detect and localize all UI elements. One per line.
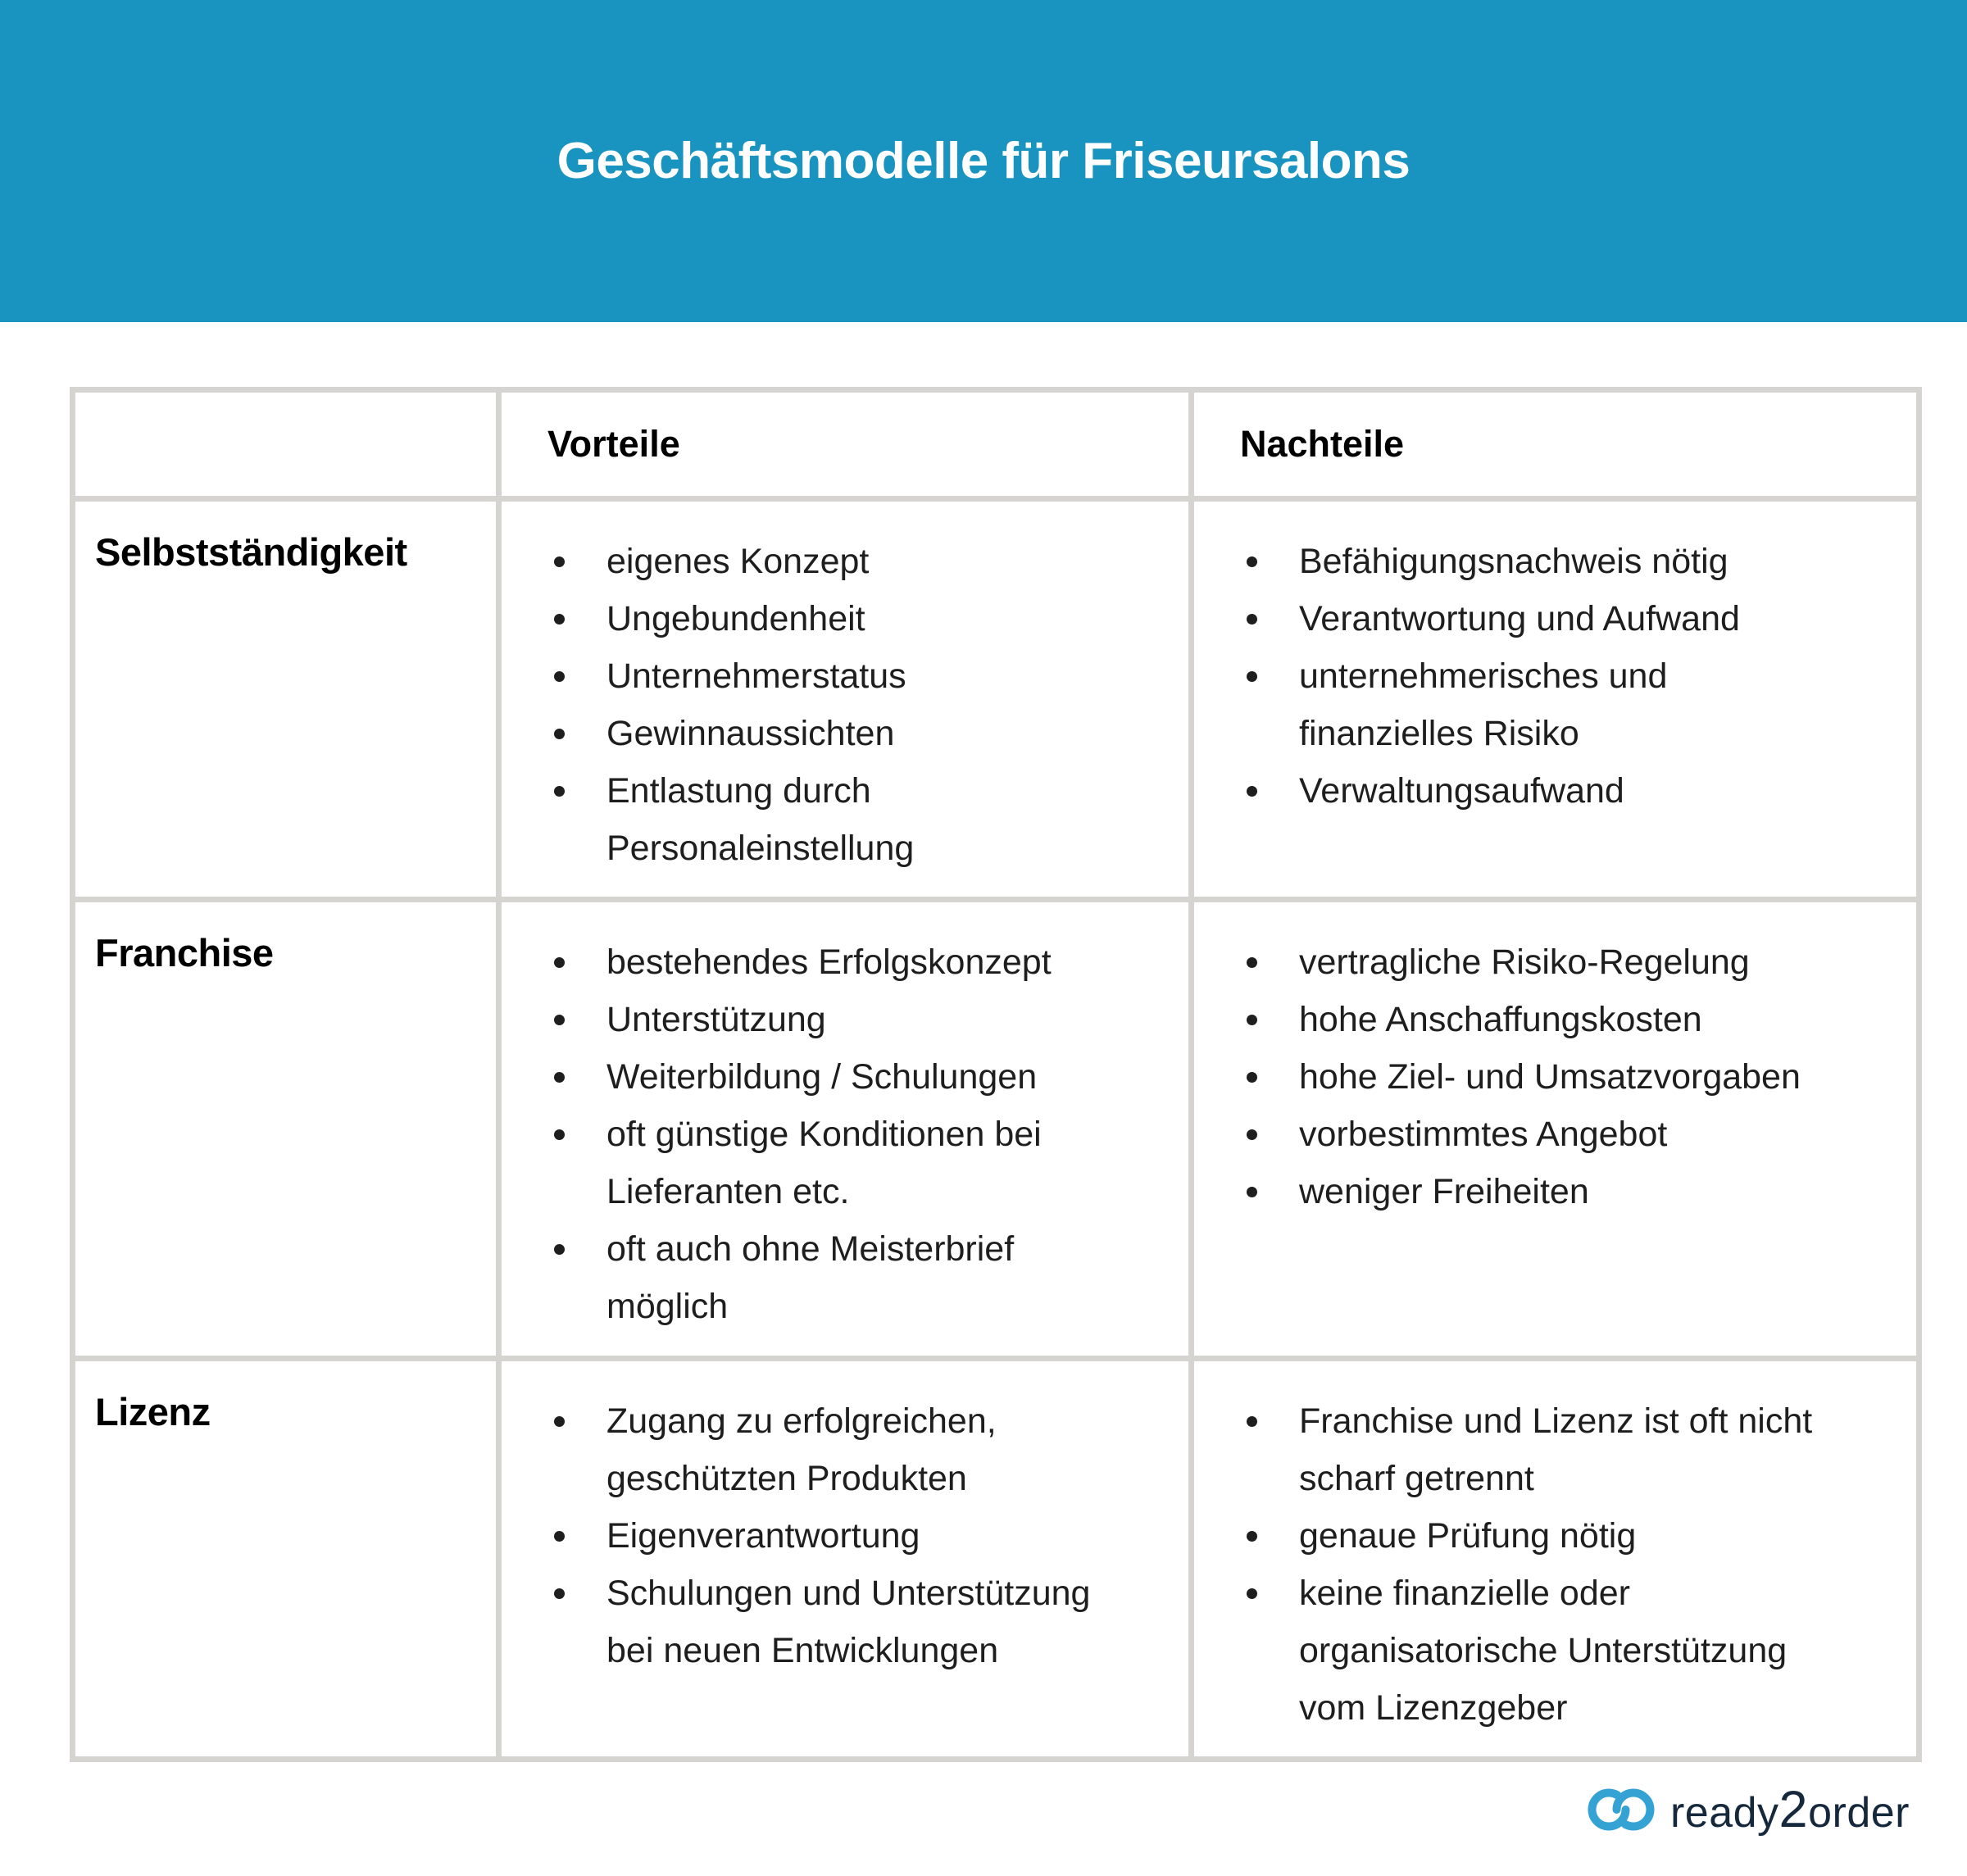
- bullet-text: Verantwortung und Aufwand: [1299, 599, 1740, 638]
- bullet-text: Zugang zu erfolgreichen, geschützten Produkten: [606, 1401, 997, 1498]
- bullet-dot-icon: [554, 556, 565, 567]
- header-row: [73, 390, 1919, 499]
- bullet-text: Weiterbildung / Schulungen: [606, 1057, 1038, 1097]
- bullet-dot-icon: [554, 1531, 565, 1542]
- bullet-item: [1240, 933, 1842, 991]
- vorteile-list: [547, 533, 1123, 877]
- lizenz-vorteile-cell: [499, 1359, 1192, 1760]
- bullet-item: [547, 533, 1123, 590]
- bullet-text: bestehendes Erfolgskonzept: [606, 943, 1052, 982]
- logo-text-order: order: [1808, 1789, 1910, 1837]
- bullet-text: Ungebundenheit: [606, 599, 865, 638]
- bullet-item: [1240, 1163, 1842, 1220]
- comparison-table-container: [70, 387, 1916, 1762]
- bullet-text: unternehmerisches und finanzielles Risiko: [1299, 656, 1668, 753]
- bullet-item: [547, 705, 1123, 762]
- bullet-text: Schulungen und Unterstützung bei neuen Entwicklungen: [606, 1574, 1091, 1670]
- bullet-text: vorbestimmtes Angebot: [1299, 1115, 1668, 1154]
- column-header-nachteile: Nachteile: [1192, 390, 1919, 499]
- bullet-item: [1240, 1106, 1842, 1163]
- bullet-dot-icon: [554, 729, 565, 739]
- bullet-dot-icon: [1247, 786, 1257, 797]
- bullet-text: vertragliche Risiko-Regelung: [1299, 943, 1750, 982]
- vorteile-list: [547, 1392, 1123, 1679]
- column-header-blank: [73, 390, 499, 499]
- ready2order-logo-text: [1670, 1780, 1910, 1839]
- bullet-text: genaue Prüfung nötig: [1299, 1516, 1637, 1556]
- bullet-dot-icon: [554, 1416, 565, 1427]
- bullet-item: [1240, 647, 1842, 762]
- bullet-dot-icon: [554, 614, 565, 625]
- comparison-table: [70, 387, 1922, 1762]
- bullet-item: [1240, 1565, 1842, 1737]
- selbststaendigkeit-nachteile-cell: [1192, 499, 1919, 900]
- nachteile-list: [1240, 933, 1842, 1220]
- bullet-item: [547, 590, 1123, 647]
- bullet-text: Befähigungsnachweis nötig: [1299, 542, 1729, 581]
- bullet-item: [547, 933, 1123, 991]
- column-header-vorteile: Vorteile: [499, 390, 1192, 499]
- bullet-item: [547, 762, 1123, 877]
- row-label-selbststaendigkeit: Selbstständigkeit: [73, 499, 499, 900]
- bullet-dot-icon: [1247, 1416, 1257, 1427]
- nachteile-list: [1240, 1392, 1842, 1737]
- bullet-text: eigenes Konzept: [606, 542, 870, 581]
- bullet-dot-icon: [1247, 671, 1257, 682]
- bullet-dot-icon: [1247, 1072, 1257, 1083]
- bullet-dot-icon: [1247, 1187, 1257, 1197]
- bullet-dot-icon: [554, 671, 565, 682]
- franchise-nachteile-cell: [1192, 900, 1919, 1359]
- bullet-dot-icon: [554, 1129, 565, 1140]
- logo-text-2: 2: [1778, 1781, 1809, 1838]
- bullet-dot-icon: [554, 1015, 565, 1025]
- selbststaendigkeit-vorteile-cell: [499, 499, 1192, 900]
- bullet-item: [1240, 762, 1842, 820]
- bullet-item: [1240, 1392, 1842, 1507]
- row-label-lizenz: Lizenz: [73, 1359, 499, 1760]
- bullet-item: [547, 1507, 1123, 1565]
- bullet-item: [1240, 991, 1842, 1048]
- bullet-text: keine finanzielle oder organisatorische Unterstützung vom Lizenzgeber: [1299, 1574, 1788, 1728]
- header-banner: [0, 0, 1967, 322]
- bullet-text: hohe Ziel- und Umsatzvorgaben: [1299, 1057, 1801, 1097]
- bullet-dot-icon: [554, 1244, 565, 1255]
- bullet-dot-icon: [554, 957, 565, 968]
- table-row-franchise: [73, 900, 1919, 1359]
- bullet-item: [547, 1392, 1123, 1507]
- bullet-dot-icon: [554, 1072, 565, 1083]
- bullet-item: [1240, 1048, 1842, 1106]
- bullet-item: [547, 1106, 1123, 1220]
- bullet-item: [547, 1048, 1123, 1106]
- bullet-text: Entlastung durch Personaleinstellung: [606, 771, 915, 868]
- page-title: Geschäftsmodelle für Friseursalons: [556, 133, 1411, 189]
- bullet-text: Gewinnaussichten: [606, 714, 895, 753]
- lizenz-nachteile-cell: [1192, 1359, 1919, 1760]
- bullet-item: [1240, 1507, 1842, 1565]
- bullet-item: [547, 1565, 1123, 1679]
- ready2order-logo: [1587, 1780, 1910, 1839]
- bullet-dot-icon: [1247, 957, 1257, 968]
- bullet-text: hohe Anschaffungskosten: [1299, 1000, 1702, 1039]
- bullet-text: oft günstige Konditionen bei Lieferanten etc.: [606, 1115, 1042, 1211]
- bullet-dot-icon: [1247, 1129, 1257, 1140]
- bullet-text: weniger Freiheiten: [1299, 1172, 1589, 1211]
- bullet-text: Unterstützung: [606, 1000, 826, 1039]
- nachteile-list: [1240, 533, 1842, 820]
- bullet-dot-icon: [1247, 614, 1257, 625]
- bullet-text: Franchise und Lizenz ist oft nicht scharf getrennt: [1299, 1401, 1813, 1498]
- bullet-text: Unternehmerstatus: [606, 656, 906, 696]
- bullet-dot-icon: [1247, 1531, 1257, 1542]
- franchise-vorteile-cell: [499, 900, 1192, 1359]
- ready2order-logo-icon: [1587, 1787, 1656, 1832]
- table-row-selbststaendigkeit: [73, 499, 1919, 900]
- bullet-dot-icon: [554, 1588, 565, 1599]
- bullet-item: [547, 1220, 1123, 1335]
- bullet-text: oft auch ohne Meisterbrief möglich: [606, 1229, 1015, 1326]
- bullet-text: Verwaltungsaufwand: [1299, 771, 1624, 811]
- row-label-franchise: Franchise: [73, 900, 499, 1359]
- table-row-lizenz: [73, 1359, 1919, 1760]
- bullet-item: [1240, 533, 1842, 590]
- bullet-item: [1240, 590, 1842, 647]
- bullet-dot-icon: [1247, 1015, 1257, 1025]
- bullet-dot-icon: [1247, 556, 1257, 567]
- bullet-text: Eigenverantwortung: [606, 1516, 920, 1556]
- bullet-item: [547, 647, 1123, 705]
- logo-text-ready: ready: [1669, 1789, 1779, 1837]
- bullet-dot-icon: [1247, 1588, 1257, 1599]
- bullet-dot-icon: [554, 786, 565, 797]
- bullet-item: [547, 991, 1123, 1048]
- vorteile-list: [547, 933, 1123, 1335]
